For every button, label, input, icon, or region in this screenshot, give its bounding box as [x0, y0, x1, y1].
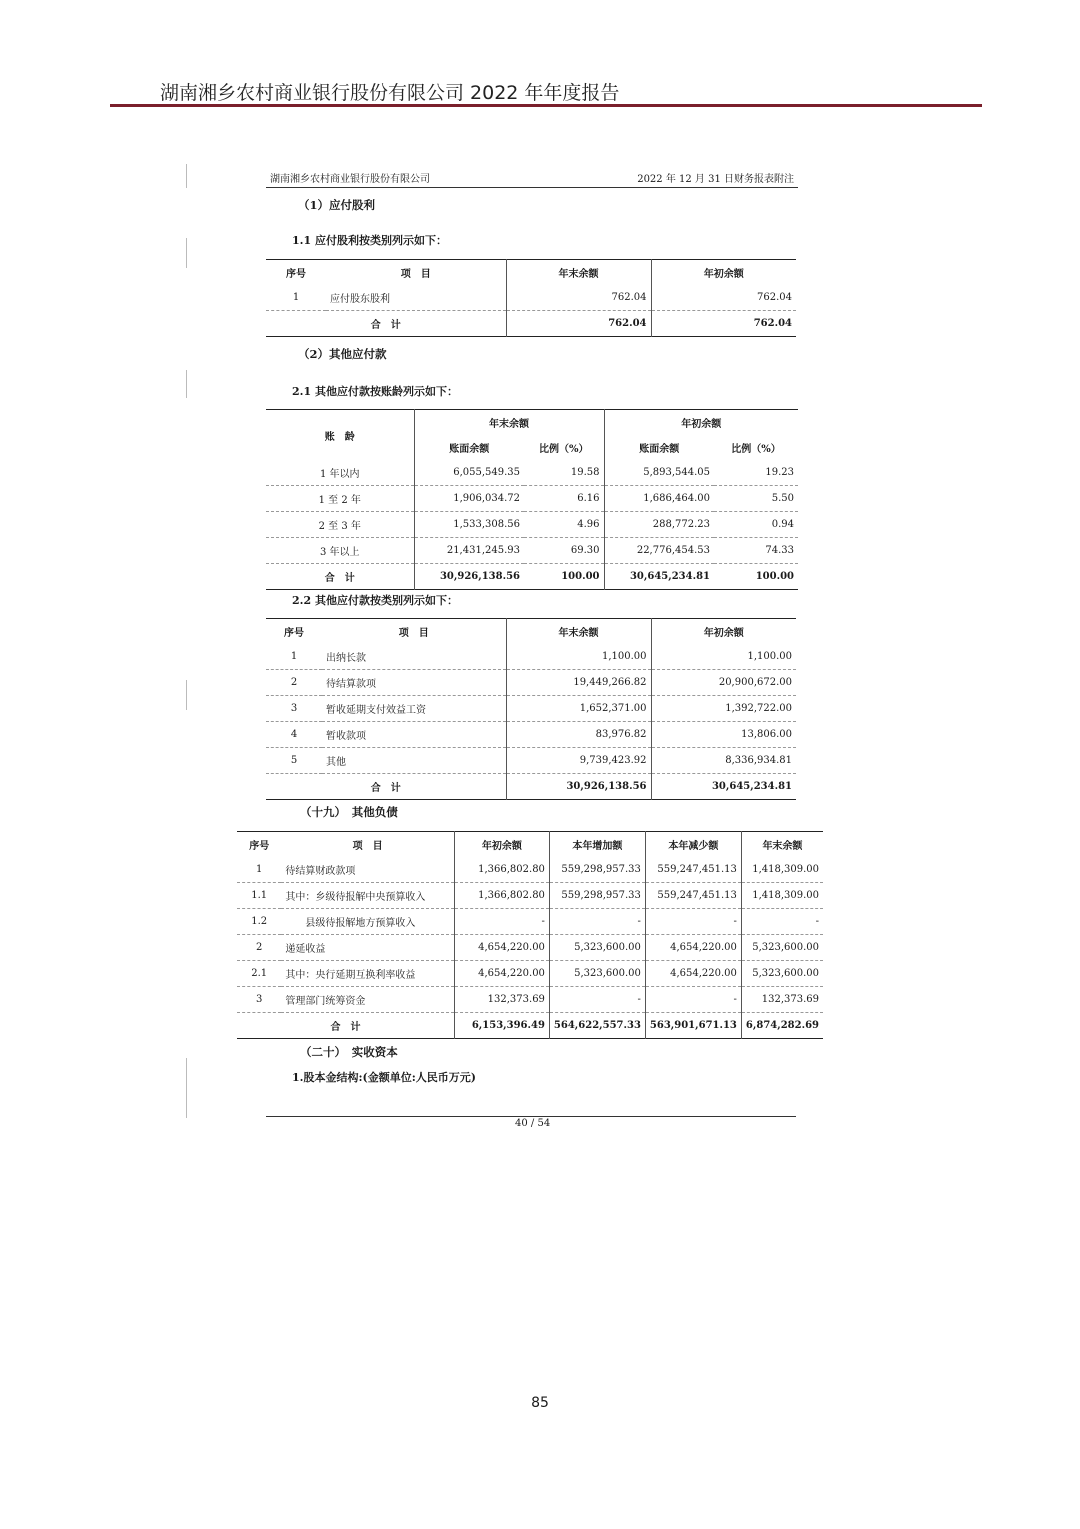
- cell: 30,645,234.81: [711, 781, 792, 792]
- total-row: [266, 564, 798, 590]
- table-row: [266, 285, 796, 311]
- col-header: 序号: [284, 628, 304, 639]
- cell: 2 至 3 年: [266, 512, 414, 538]
- footer-rule: [266, 1116, 796, 1117]
- cell: 132,373.69: [741, 987, 823, 1013]
- cell: 出纳长款: [322, 644, 506, 670]
- cell: 5,323,600.00: [549, 961, 645, 987]
- section-title-dividends: （1）应付股利: [298, 198, 376, 212]
- cell: -: [645, 987, 741, 1013]
- cell: -: [645, 909, 741, 935]
- cell: 递延收益: [281, 935, 454, 961]
- cell: 5,893,544.05: [604, 460, 714, 486]
- cell: 288,772.23: [604, 512, 714, 538]
- page-number: 85: [531, 1395, 549, 1411]
- cell: 1: [237, 857, 281, 883]
- cell: 13,806.00: [651, 722, 796, 748]
- cell: 1 年以内: [266, 460, 414, 486]
- cell: 30,926,138.56: [506, 774, 651, 800]
- cell: 132,373.69: [454, 987, 549, 1013]
- cell: 559,298,957.33: [549, 883, 645, 909]
- total-row: [266, 311, 796, 337]
- cell: 74.33: [714, 538, 798, 564]
- table-header-row: [266, 410, 798, 436]
- cell: 1,366,802.80: [454, 857, 549, 883]
- cell: 应付股东股利: [326, 285, 506, 311]
- cell: 6,153,396.49: [454, 1013, 549, 1039]
- cell: 暂收延期支付效益工资: [322, 696, 506, 722]
- col-header: 账面余额: [449, 444, 490, 455]
- margin-mark: [186, 164, 187, 188]
- section-title-other-payables: （2）其他应付款: [298, 347, 387, 361]
- cell: 69.30: [524, 538, 604, 564]
- cell: 其中：乡级待报解中央预算收入: [281, 883, 454, 909]
- col-header: 年末余额: [506, 619, 651, 645]
- cell: 5,323,600.00: [741, 961, 823, 987]
- table-row: [266, 696, 796, 722]
- cell: 1 至 2 年: [266, 486, 414, 512]
- cell: 2.1: [237, 961, 281, 987]
- cell: 1,100.00: [506, 644, 651, 670]
- cell: 564,622,557.33: [549, 1013, 645, 1039]
- inner-header: [266, 170, 798, 188]
- cell: 1,652,371.00: [506, 696, 651, 722]
- cell: 1,906,034.72: [414, 486, 524, 512]
- dividends-table: [266, 259, 796, 337]
- cell: 6,055,549.35: [414, 460, 524, 486]
- cell: 100.00: [755, 571, 794, 582]
- table-row: [237, 909, 823, 935]
- cell: -: [741, 909, 823, 935]
- cell: 待结算财政款项: [281, 857, 454, 883]
- cell: 762.04: [753, 318, 792, 329]
- cell: 合 计: [237, 1013, 454, 1039]
- margin-mark: [186, 238, 187, 268]
- sub-title-share-structure: 1.股本金结构:(金额单位:人民币万元): [292, 1071, 477, 1084]
- cell: 4: [266, 722, 322, 748]
- col-header: 年初余额: [703, 628, 744, 639]
- cell: 559,298,957.33: [549, 857, 645, 883]
- cell: 2: [237, 935, 281, 961]
- cell: 559,247,451.13: [645, 883, 741, 909]
- other-liabilities-table: [237, 831, 823, 1039]
- cell: 19,449,266.82: [506, 670, 651, 696]
- cell: 待结算款项: [322, 670, 506, 696]
- table-row: [266, 748, 796, 774]
- margin-mark: [186, 680, 187, 710]
- inner-header-date: 2022 年 12 月 31 日财务报表附注: [637, 174, 794, 185]
- table-header-row: [266, 619, 796, 645]
- category-table: [266, 618, 796, 800]
- table-row: [266, 670, 796, 696]
- cell: 4,654,220.00: [454, 961, 549, 987]
- cell: 1,366,802.80: [454, 883, 549, 909]
- col-header: 本年增加额: [549, 832, 645, 858]
- table-row: [237, 987, 823, 1013]
- total-row: [266, 774, 796, 800]
- cell: 合 计: [266, 564, 414, 590]
- col-header: 年初余额: [703, 269, 744, 280]
- col-header: 年末余额: [414, 410, 604, 436]
- cell: 2: [266, 670, 322, 696]
- cell: 0.94: [714, 512, 798, 538]
- col-header: 账面余额: [639, 444, 680, 455]
- col-header: 年初余额: [681, 419, 722, 430]
- cell: 1.1: [237, 883, 281, 909]
- cell: 合 计: [266, 774, 506, 800]
- cell: 762.04: [506, 285, 651, 311]
- cell: 83,976.82: [506, 722, 651, 748]
- cell: 8,336,934.81: [651, 748, 796, 774]
- cell: 暂收款项: [322, 722, 506, 748]
- table-row: [266, 644, 796, 670]
- col-header: 年末余额: [762, 841, 803, 852]
- table-row: [266, 460, 798, 486]
- cell: 1,418,309.00: [741, 857, 823, 883]
- cell: 3 年以上: [266, 538, 414, 564]
- cell: -: [549, 987, 645, 1013]
- total-row: [237, 1013, 823, 1039]
- cell: 6,874,282.69: [745, 1020, 819, 1031]
- page-counter: 40 / 54: [515, 1118, 551, 1129]
- cell: 1: [266, 285, 326, 311]
- cell: 762.04: [506, 311, 651, 337]
- aging-table: [266, 409, 798, 590]
- cell: 30,926,138.56: [439, 571, 520, 582]
- cell: 3: [237, 987, 281, 1013]
- section-title-other-liabilities: （十九） 其他负债: [300, 805, 398, 819]
- col-header: 年末余额: [506, 260, 651, 286]
- cell: 5,323,600.00: [549, 935, 645, 961]
- cell: 5,323,600.00: [741, 935, 823, 961]
- col-header: 年初余额: [454, 832, 549, 858]
- table-row: [237, 961, 823, 987]
- cell: 100.00: [524, 564, 604, 590]
- table-row: [266, 538, 798, 564]
- cell: 5: [266, 748, 322, 774]
- cell: 管理部门统筹资金: [281, 987, 454, 1013]
- table-row: [237, 883, 823, 909]
- report-header: 湖南湘乡农村商业银行股份有限公司 2022 年年度报告: [160, 82, 620, 104]
- scanned-page: [266, 170, 798, 188]
- col-header: 比例（%）: [731, 444, 781, 455]
- cell: 1: [266, 644, 322, 670]
- cell: -: [549, 909, 645, 935]
- table-row: [237, 935, 823, 961]
- cell: 30,645,234.81: [629, 571, 710, 582]
- col-header: 本年减少额: [645, 832, 741, 858]
- table-row: [266, 722, 796, 748]
- cell: 4,654,220.00: [454, 935, 549, 961]
- col-header: 项 目: [281, 832, 454, 858]
- cell: 9,739,423.92: [506, 748, 651, 774]
- cell: 20,900,672.00: [651, 670, 796, 696]
- margin-mark: [186, 1058, 187, 1118]
- margin-mark: [186, 370, 187, 398]
- cell: 其中：央行延期互换利率收益: [281, 961, 454, 987]
- inner-header-company: 湖南湘乡农村商业银行股份有限公司: [270, 174, 430, 185]
- cell: 1,418,309.00: [741, 883, 823, 909]
- cell: 3: [266, 696, 322, 722]
- sub-title-dividends: 1.1 应付股利按类别列示如下：: [292, 234, 447, 247]
- cell: 合 计: [266, 311, 506, 337]
- col-header: 序号: [249, 841, 270, 852]
- sub-title-aging: 2.1 其他应付款按账龄列示如下：: [292, 385, 458, 398]
- cell: 4,654,220.00: [645, 961, 741, 987]
- table-row: [237, 857, 823, 883]
- section-title-paid-in-capital: （二十） 实收资本: [300, 1045, 398, 1059]
- cell: 22,776,454.53: [604, 538, 714, 564]
- cell: 其他: [322, 748, 506, 774]
- cell: 1,100.00: [651, 644, 796, 670]
- cell: 19.23: [714, 460, 798, 486]
- cell: 4.96: [524, 512, 604, 538]
- cell: 1,533,308.56: [414, 512, 524, 538]
- col-header: 序号: [286, 269, 306, 280]
- cell: 21,431,245.93: [414, 538, 524, 564]
- col-header: 账 龄: [266, 410, 414, 461]
- cell: 1.2: [237, 909, 281, 935]
- cell: 19.58: [524, 460, 604, 486]
- table-row: [266, 512, 798, 538]
- col-header: 项 目: [326, 260, 506, 286]
- col-header: 比例（%）: [524, 435, 604, 460]
- cell: 559,247,451.13: [645, 857, 741, 883]
- sub-title-category: 2.2 其他应付款按类别列示如下：: [292, 594, 458, 607]
- table-row: [266, 486, 798, 512]
- cell: 5.50: [714, 486, 798, 512]
- cell: 1,392,722.00: [651, 696, 796, 722]
- table-header-row: [266, 260, 796, 286]
- table-header-row: [237, 832, 823, 858]
- cell: 县级待报解地方预算收入: [281, 909, 454, 935]
- cell: 6.16: [524, 486, 604, 512]
- cell: 563,901,671.13: [645, 1013, 741, 1039]
- cell: 1,686,464.00: [604, 486, 714, 512]
- cell: 4,654,220.00: [645, 935, 741, 961]
- header-rule: [110, 104, 982, 107]
- cell: -: [454, 909, 549, 935]
- col-header: 项 目: [322, 619, 506, 645]
- cell: 762.04: [651, 285, 796, 311]
